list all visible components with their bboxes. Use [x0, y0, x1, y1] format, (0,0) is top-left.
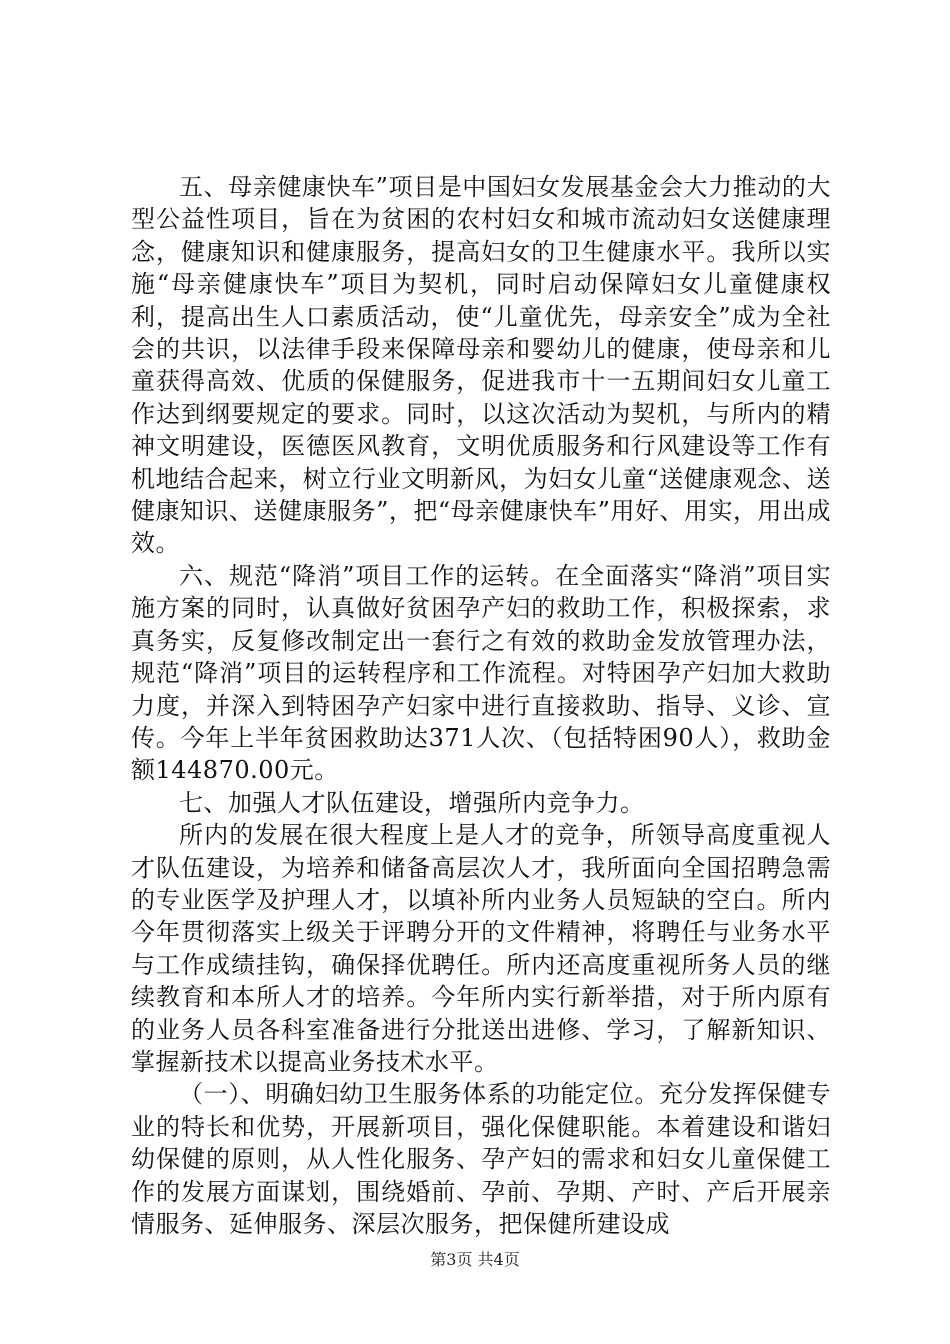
paragraph-six-jiangxiao-project: 六、规范“降消”项目工作的运转。在全面落实“降消”项目实施方案的同时，认真做好贫困孕产妇的救助工作，积极探索，求真务实，反复修改制定出一套行之有效的救助金发放管理办法，规范“降消”项目的运转程序和工作流程。对特困孕产妇加大救助力度，并深入到特困孕产妇家中进行直接救助、指导、义诊、宣传。今年上半年贫困救助达371人次、（包括特困90人），救助金额144870.00元。 — [131, 561, 831, 785]
page-footer: 第3页 共4页 — [430, 1250, 520, 1269]
document-body — [131, 171, 831, 1240]
paragraph-talent-development: 所内的发展在很大程度上是人才的竞争，所领导高度重视人才队伍建设，为培养和储备高层次人才，我所面向全国招聘急需的专业医学及护理人才，以填补所内业务人员短缺的空白。所内今年贯彻落实上级关于评聘分开的文件精神，将聘任与业务水平与工作成绩挂钩，确保择优聘任。所内还高度重视所务人员的继续教育和本所人才的培养。今年所内实行新举措，对于所内原有的业务人员各科室准备进行分批送出进修、学习，了解新知识、掌握新技术以提高业务技术水平。 — [131, 821, 831, 1076]
paragraph-five-mother-health-express: 五、母亲健康快车”项目是中国妇女发展基金会大力推动的大型公益性项目，旨在为贫困的农村妇女和城市流动妇女送健康理念，健康知识和健康服务，提高妇女的卫生健康水平。我所以实施“母亲健康快车”项目为契机，同时启动保障妇女儿童健康权利，提高出生人口素质活动，使“儿童优先，母亲安全”成为全社会的共识，以法律手段来保障母亲和婴幼儿的健康，使母亲和儿童获得高效、优质的保健服务，促进我市十一五期间妇女儿童工作达到纲要规定的要求。同时，以这次活动为契机，与所内的精神文明建设，医德医风教育，文明优质服务和行风建设等工作有机地结合起来，树立行业文明新风，为妇女儿童“送健康观念、送健康知识、送健康服务”，把“母亲健康快车”用好、用实，用出成效。 — [131, 173, 831, 558]
paragraph-seven-heading-talent: 七、加强人才队伍建设，增强所内竞争力。 — [179, 788, 645, 817]
paragraph-one-service-positioning: （一）、明确妇幼卫生服务体系的功能定位。充分发挥保健专业的特长和优势，开展新项目，强化保健职能。本着建设和谐妇幼保健的原则，从人性化服务、孕产妇的需求和妇女儿童保健工作的发展方面谋划，围绕婚前、孕前、孕期、产时、产后开展亲情服务、延伸服务、深层次服务，把保健所建设成 — [131, 1080, 831, 1238]
